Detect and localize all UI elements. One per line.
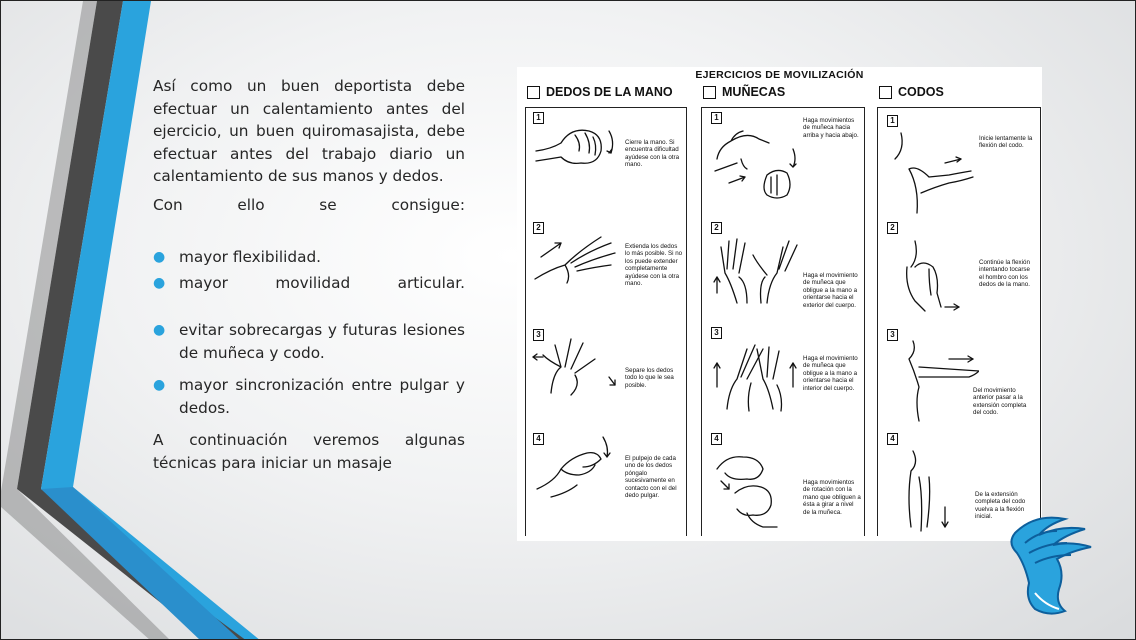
step-caption: Haga el movimiento de muñeca que obligue a la mano a orientarse hacia el interior del cuerpo. [803,355,858,392]
step-number: 4 [533,433,544,445]
step-number: 1 [887,115,898,127]
worksheet-title: EJERCICIOS DE MOVILIZACIÓN [695,69,864,81]
step-caption: Haga movimientos de muñeca hacia arriba y hacia abajo. [803,117,859,139]
checkbox-icon [703,86,716,99]
list-item: ● evitar sobrecargas y futuras lesiones de muñeca y codo. [153,321,465,362]
step-number: 3 [887,329,898,341]
step-number: 4 [711,433,722,445]
intro-paragraph: Así como un buen deportista debe efectuar un calentamiento antes del ejercicio, un buen quiromasajista, debe efectuar antes del trabajo diario un calentamiento de sus manos y dedos. [153,77,465,185]
column-heading-fingers: DEDOS DE LA MANO [527,85,673,99]
step-caption: Haga el movimiento de muñeca que obligue a la mano a orientarse hacia el exterior del cuerpo. [803,272,858,309]
step-caption: De la extensión completa del codo vuelva a la flexión inicial. [975,491,1026,521]
checkbox-icon [879,86,892,99]
list-item: ● mayor sincronización entre pulgar y dedos. [153,376,465,417]
step-caption: Extienda los dedos lo más posible. Si no los puede extender completamente ayúdese con la otra mano. [625,243,683,288]
winged-foot-logo [995,513,1099,623]
step-number: 4 [887,433,898,445]
step-caption: Separe los dedos todo lo que le sea posible. [625,367,674,389]
wrist-outward-illustration [707,233,803,313]
step-caption: Cierre la mano. Si encuentra dificultad ayúdese con la otra mano. [625,139,680,169]
step-number: 2 [533,222,544,234]
step-caption: El pulpejo de cada uno de los dedos póngalo sucesivamente en contacto con el del dedo pulgar. [625,455,677,500]
slide-text [153,75,465,474]
benefit-list [153,246,465,419]
column-heading-wrists: MUÑECAS [703,85,785,99]
step-caption: Haga movimientos de rotación con la mano que obliguen a ésta a girar a nivel de la muñeca. [803,479,861,516]
elbow-flex-illustration [889,129,979,219]
wrist-flex-illustration [707,119,799,209]
fist-illustration [531,121,621,171]
list-item: ● mayor flexibilidad. [153,246,465,269]
step-caption: Continúe la flexión intentando tocarse el hombro con los dedos de la mano. [979,259,1030,289]
elbow-shoulder-illustration [889,237,979,327]
thumb-touch-illustration [531,433,621,503]
step-caption: Del movimiento anterior pasar a la extensión completa del codo. [973,387,1027,417]
closing-paragraph: A continuación veremos algunas técnicas para iniciar un masaje [153,431,465,472]
step-number: 3 [533,329,544,341]
step-number: 1 [533,112,544,124]
bullet-icon: ● [153,322,166,338]
bullet-icon: ● [153,274,166,291]
result-intro: Con ello se consigue: [153,195,465,214]
exercise-worksheet [517,67,1042,541]
step-number: 3 [711,327,722,339]
step-number: 2 [711,222,722,234]
wrist-inward-illustration [707,337,803,417]
checkbox-icon [527,86,540,99]
step-caption: Inicie lentamente la flexión del codo. [979,135,1033,150]
open-hand-illustration [531,229,621,289]
bullet-icon: ● [153,249,166,265]
step-number: 1 [711,112,722,124]
spread-fingers-illustration [531,333,621,403]
column-heading-elbows: CODOS [879,85,944,99]
elbow-extension-illustration [889,337,979,427]
bullet-icon: ● [153,377,166,393]
list-item: ● mayor movilidad articular. [153,272,465,295]
elbow-return-illustration [889,447,969,537]
wrist-rotation-illustration [707,443,799,533]
step-number: 2 [887,222,898,234]
